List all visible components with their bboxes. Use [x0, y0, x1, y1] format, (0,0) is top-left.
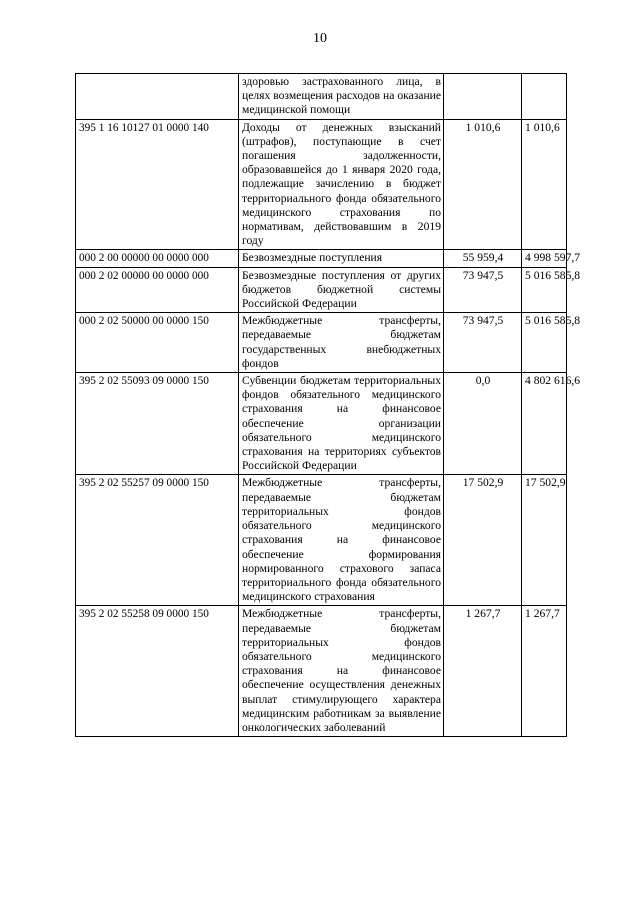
budget-revenue-table — [75, 73, 581, 737]
amount-col2-cell — [522, 74, 567, 120]
amount-col2-cell: 4 802 616,6 — [522, 373, 567, 475]
table-row — [76, 606, 567, 737]
page-number: 10 — [313, 31, 327, 46]
amount-col1-cell: 1 010,6 — [444, 119, 522, 250]
amount-col1-cell: 73 947,5 — [444, 313, 522, 373]
budget-code-cell: 395 1 16 10127 01 0000 140 — [76, 119, 239, 250]
budget-code-cell — [76, 74, 239, 120]
budget-code-cell: 395 2 02 55258 09 0000 150 — [76, 606, 239, 737]
amount-col2-cell: 17 502,9 — [522, 475, 567, 606]
table-row — [76, 313, 567, 373]
amount-col1-cell: 1 267,7 — [444, 606, 522, 737]
budget-code-cell: 000 2 00 00000 00 0000 000 — [76, 250, 239, 267]
amount-col1-cell — [444, 74, 522, 120]
amount-col1-cell: 55 959,4 — [444, 250, 522, 267]
table-row — [76, 373, 567, 475]
budget-code-cell: 395 2 02 55257 09 0000 150 — [76, 475, 239, 606]
budget-code-cell: 000 2 02 00000 00 0000 000 — [76, 267, 239, 313]
amount-col1-cell: 0,0 — [444, 373, 522, 475]
revenue-name-cell: Безвозмездные поступления — [239, 250, 444, 267]
amount-col2-cell: 1 267,7 — [522, 606, 567, 737]
table-row — [76, 475, 567, 606]
revenue-name-cell: Доходы от денежных взысканий (штрафов), поступающие в счет погашения задолженности, образовавшейся до 1 января 2020 года, подлежащие зачислению в бюджет территориального фонда обязательного медицинского страхования по нормативам, действовавшим в 2019 году — [239, 119, 444, 250]
amount-col1-cell: 17 502,9 — [444, 475, 522, 606]
amount-col2-cell: 1 010,6 — [522, 119, 567, 250]
table-row — [76, 119, 567, 250]
table-row — [76, 250, 567, 267]
revenue-name-cell: Безвозмездные поступления от других бюджетов бюджетной системы Российской Федерации — [239, 267, 444, 313]
budget-code-cell: 000 2 02 50000 00 0000 150 — [76, 313, 239, 373]
revenue-name-cell: Межбюджетные трансферты, передаваемые бюджетам территориальных фондов обязательного медицинского страхования на финансовое обеспечение осуществления денежных выплат стимулирующего характера медицинским работникам за выявление онкологических заболеваний — [239, 606, 444, 737]
table-row — [76, 267, 567, 313]
amount-col2-cell: 5 016 585,8 — [522, 313, 567, 373]
amount-col2-cell: 4 998 597,7 — [522, 250, 567, 267]
amount-col2-cell: 5 016 585,8 — [522, 267, 567, 313]
revenue-name-cell: Межбюджетные трансферты, передаваемые бюджетам территориальных фондов обязательного медицинского страхования на финансовое обеспечение формирования нормированного страхового запаса территориального фонда обязательного медицинского страхования — [239, 475, 444, 606]
revenue-name-cell: Межбюджетные трансферты, передаваемые бюджетам государственных внебюджетных фондов — [239, 313, 444, 373]
table-row — [76, 74, 567, 120]
budget-code-cell: 395 2 02 55093 09 0000 150 — [76, 373, 239, 475]
revenue-name-cell: здоровью застрахованного лица, в целях возмещения расходов на оказание медицинской помощи — [239, 74, 444, 120]
amount-col1-cell: 73 947,5 — [444, 267, 522, 313]
revenue-name-cell: Субвенции бюджетам территориальных фондов обязательного медицинского страхования на финансовое обеспечение организации обязательного медицинского страхования на территориях субъектов Российской Федерации — [239, 373, 444, 475]
